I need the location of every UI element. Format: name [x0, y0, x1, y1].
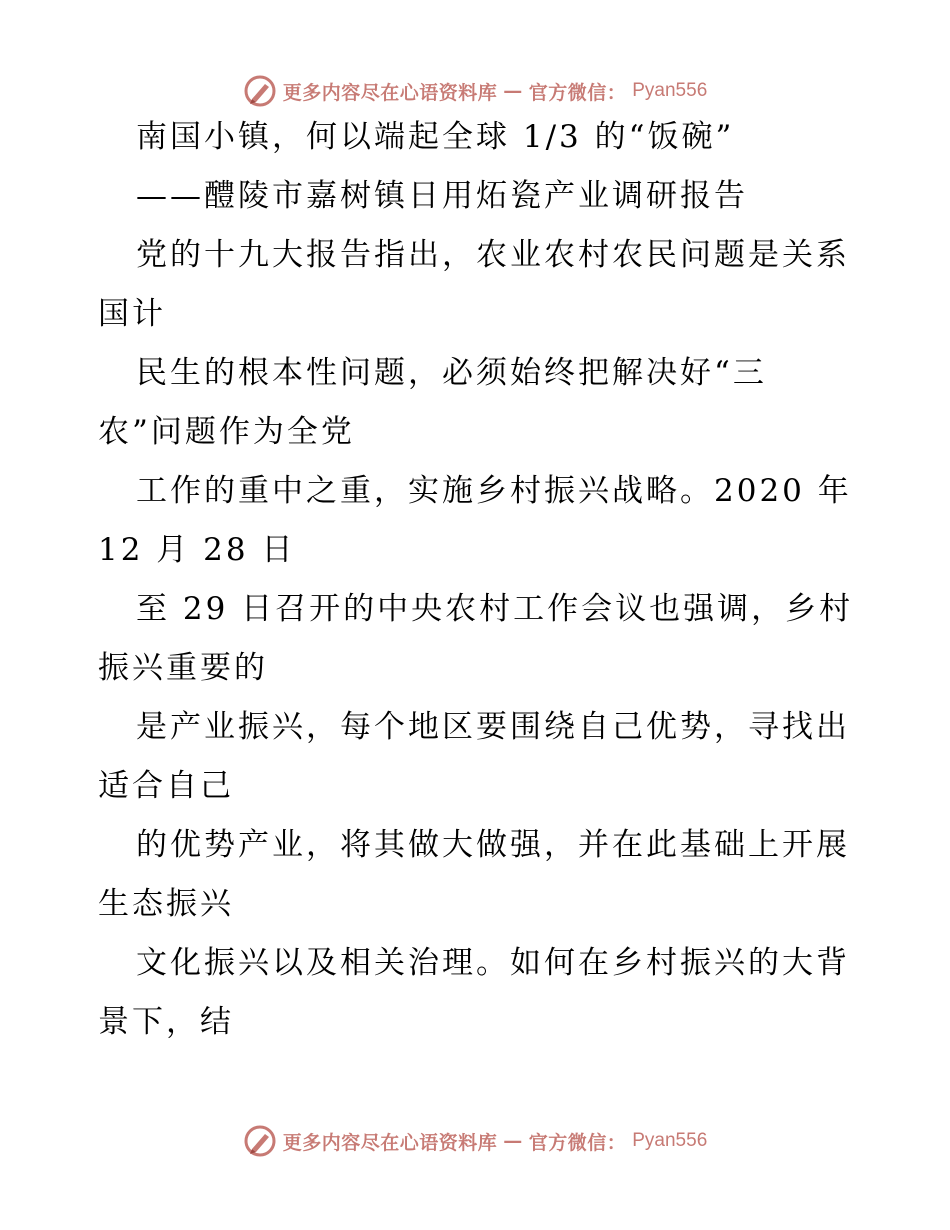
paragraph-line: 景下，结	[98, 1004, 234, 1040]
watermark-handle: Pyan556	[632, 80, 708, 101]
watermark-contact-label: 官方微信：	[528, 81, 627, 104]
paragraph-line: 12 月 28 日	[98, 532, 296, 568]
paragraph-line: 至 29 日召开的中央农村工作会议也强调，乡村	[136, 591, 854, 627]
document-body	[98, 119, 858, 1066]
paragraph-line: 生态振兴	[98, 886, 234, 922]
watermark-contact-label: 官方微信：	[528, 1131, 627, 1154]
paragraph-line: 振兴重要的	[98, 650, 268, 686]
paragraph-line: 党的十九大报告指出，农业农村农民问题是关系	[136, 237, 850, 273]
paragraph-line: 国计	[98, 296, 166, 332]
paragraph-line: 的优势产业，将其做大做强，并在此基础上开展	[136, 827, 850, 863]
pen-logo-icon	[243, 74, 277, 108]
watermark-site-text: 更多内容尽在心语资料库	[282, 1131, 498, 1154]
document-subtitle: ——醴陵市嘉树镇日用炻瓷产业调研报告	[136, 178, 748, 214]
paragraph-line: 农”问题作为全党	[98, 414, 355, 450]
footer-watermark	[0, 1124, 950, 1158]
paragraph-line: 适合自己	[98, 768, 234, 804]
watermark-site-text: 更多内容尽在心语资料库	[282, 81, 498, 104]
paragraph-line: 工作的重中之重，实施乡村振兴战略。2020 年	[136, 473, 852, 509]
paragraph-line: 文化振兴以及相关治理。如何在乡村振兴的大背	[136, 945, 850, 981]
pen-logo-icon	[243, 1124, 277, 1158]
paragraph-line: 是产业振兴，每个地区要围绕自己优势，寻找出	[136, 709, 850, 745]
document-title: 南国小镇，何以端起全球 1/3 的“饭碗”	[136, 119, 735, 155]
paragraph-line: 民生的根本性问题，必须始终把解决好“三	[136, 355, 767, 391]
watermark-separator: —	[503, 80, 523, 102]
header-watermark	[0, 74, 950, 108]
watermark-handle: Pyan556	[632, 1130, 708, 1151]
watermark-separator: —	[503, 1130, 523, 1152]
